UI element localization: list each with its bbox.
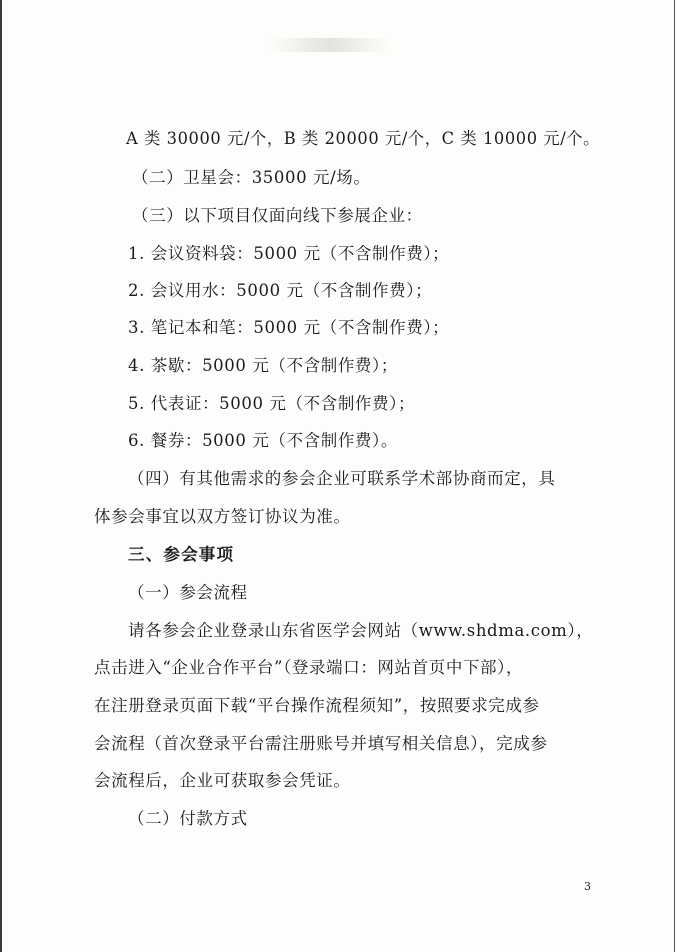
list-item-4: 4. 茶歇：5000 元（不含制作费）； (128, 356, 398, 375)
other-needs-line-2: 体参会事宜以双方签订协议为准。 (94, 507, 351, 526)
scan-edge-right (674, 0, 675, 952)
satellite-meeting-line: （二）卫星会：35000 元/场。 (132, 168, 371, 187)
list-item-1: 1. 会议资料袋：5000 元（不含制作费）； (128, 244, 450, 263)
offline-items-intro: （三）以下项目仅面向线下参展企业： (132, 206, 423, 225)
scan-smudge (270, 38, 390, 52)
list-item-5: 5. 代表证：5000 元（不含制作费）； (128, 394, 416, 413)
page-number: 3 (584, 880, 591, 893)
scan-edge-left (0, 0, 2, 952)
subheading-payment: （二）付款方式 (128, 809, 248, 828)
subheading-process: （一）参会流程 (128, 583, 248, 602)
process-line-1: 请各参会企业登录山东省医学会网站（www.shdma.com）， (128, 621, 594, 640)
list-item-6: 6. 餐券：5000 元（不含制作费）。 (128, 431, 398, 450)
fee-tier-line: A 类 30000 元/个，B 类 20000 元/个，C 类 10000 元/个。 (126, 129, 601, 148)
other-needs-line-1: （四）有其他需求的参会企业可联系学术部协商而定，具 (128, 469, 556, 488)
process-line-3: 在注册登录页面下载“平台操作流程须知”，按照要求完成参 (94, 696, 540, 715)
process-line-2: 点击进入“企业合作平台”（登录端口：网站首页中下部）， (94, 658, 524, 677)
list-item-2: 2. 会议用水：5000 元（不含制作费）； (128, 281, 433, 300)
list-item-3: 3. 笔记本和笔：5000 元（不含制作费）； (128, 318, 450, 337)
process-line-5: 会流程后，企业可获取参会凭证。 (94, 771, 351, 790)
process-line-4: 会流程（首次登录平台需注册账号并填写相关信息），完成参 (94, 734, 548, 753)
section-heading-attendance: 三、参会事项 (128, 545, 235, 564)
